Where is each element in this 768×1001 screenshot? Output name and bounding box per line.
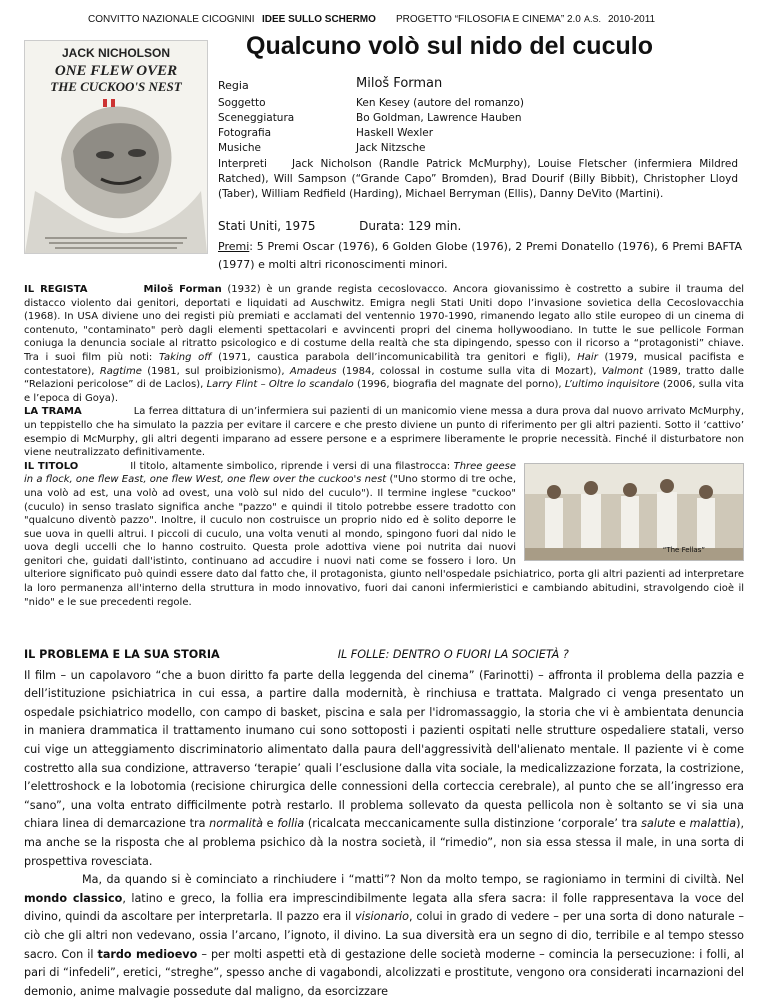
tardo-medioevo: tardo medioevo: [97, 947, 198, 961]
regia-label: Regia: [218, 79, 249, 92]
regia-value: Miloš Forman: [356, 76, 443, 91]
film-valmont-desc: (1989, tratto dalle “Relazioni pericolose” di de Laclos),: [24, 365, 744, 391]
header-school: CONVITTO NAZIONALE CICOGNINI: [88, 14, 255, 25]
poster-title-2: THE CUCKOO'S NEST: [50, 79, 182, 94]
titolo-intro: Il titolo, altamente simbolico, riprende i versi di una filastrocca:: [130, 460, 454, 472]
header-year: 2010-2011: [608, 14, 656, 25]
fotografia-label: Fotografia: [218, 127, 272, 139]
film-amadeus-desc: (1984, colossal in costume sulla vita di Mozart),: [336, 365, 602, 377]
premi-label: Premi: [218, 240, 250, 253]
musiche-label: Musiche: [218, 142, 261, 154]
film-still: [524, 463, 744, 561]
word-normalita: normalità: [209, 817, 263, 831]
still-caption: “The Fellas”: [662, 546, 705, 555]
header-project: PROGETTO “FILOSOFIA E CINEMA” 2.0: [396, 14, 581, 25]
soggetto-label: Soggetto: [218, 97, 266, 109]
titolo-heading: IL TITOLO: [24, 460, 79, 472]
film-larry-flint: Larry Flint – Oltre lo scandalo: [206, 379, 354, 391]
film-larry-flint-desc: (1996, biografia del magnate del porno),: [353, 379, 565, 391]
film-ragtime: Ragtime: [99, 365, 142, 377]
paese-value: Stati Uniti, 1975: [218, 219, 316, 233]
film-ultimo-inquisitore-desc: (2006, sulla vita e l’epoca di Goya).: [24, 379, 745, 404]
page-header: [0, 14, 768, 30]
interpreti-value: Jack Nicholson (Randle Patrick McMurphy), Louise Fletscher (infermiera Mildred Ratched), Will Sampson (“Grande Capo” Bromden), Brad Dourif (Billy Bibbit), Christopher Lloyd (Taber), William Redfield (Harding), Michael Berryman (Ellis), Danny DeVito (Martini).: [218, 158, 738, 200]
film-amadeus: Amadeus: [289, 365, 337, 377]
regista-heading: IL REGISTA: [24, 284, 88, 295]
trama-text: La ferrea dittatura di un’infermiera sui pazienti di un manicomio viene messa a dura prova dal nuovo arrivato McMurphy, un teppistello che ha simulato la pazzia per evitare il carcere e che presto diviene un punto di riferimento per gli altri pazienti. Sotto il ‘cattivo’ esempio di McMurphy, gli altri degenti imparano ad essere persone e a esprimere liberamente le proprie necessità. Finché il disturbatore non viene neutralizzato definitivamente.: [24, 406, 745, 459]
interpreti-block: [218, 157, 738, 202]
problema-p2e: , colui in grado di vedere – per una sorta di dono naturale – ciò che gli altri non vedevano, ossia l’arcano, l’ignoto, il divino. La sua diversità era un segno di dio, terribile e al tempo stesso sacro. Con il: [24, 910, 744, 961]
poster-actor: JACK NICHOLSON: [61, 46, 171, 60]
movie-poster: [24, 40, 208, 254]
problema-p1b: (ricalcata meccanicamente sulla distinzione ‘corporale’ tra: [304, 817, 642, 831]
word-malattia: malattia: [689, 817, 737, 831]
mondo-classico: mondo classico: [24, 891, 123, 905]
page-title: Qualcuno volò sul nido del cuculo: [246, 32, 653, 60]
poster-title-1: ONE FLEW OVER: [54, 63, 178, 79]
film-ragtime-desc: (1981, sul proibizionismo),: [141, 365, 290, 377]
problema-p2c: , latino e greco, la follia era imprescindibilmente legata alla sfera sacra: il folle rappresentava la voce del divino, quindi da ascoltare per interpretarla. Il pazzo era il: [24, 891, 744, 924]
premi-block: [218, 238, 742, 274]
interpreti-label: Interpreti: [218, 158, 267, 170]
film-taking-off: Taking off: [158, 351, 212, 363]
regista-section: [24, 283, 744, 609]
film-valmont: Valmont: [601, 365, 644, 377]
header-series: IDEE SULLO SCHERMO: [262, 14, 376, 25]
poster-art: [25, 41, 207, 253]
problema-heading: IL PROBLEMA E LA SUA STORIA: [24, 648, 220, 661]
premi-value: : 5 Premi Oscar (1976), 6 Golden Globe (1976), 2 Premi Donatello (1976), 6 Premi BAFTA (1977) e molti altri riconoscimenti minori.: [218, 240, 742, 271]
film-hair: Hair: [577, 351, 598, 363]
film-ultimo-inquisitore: L’ultimo inquisitore: [564, 379, 660, 391]
credits-block: [218, 74, 738, 234]
problema-section: [24, 646, 744, 1001]
soggetto-value: Ken Kesey (autore del romanzo): [356, 97, 524, 109]
durata-value: Durata: 129 min.: [359, 219, 462, 233]
country-year-row: [218, 219, 461, 233]
header-year-label: A.S.: [584, 14, 602, 24]
problema-p1c: ), ma anche se la risposta che al problema psichico dà la nostra società, il “rimedio”, non sia essa stessa il male, in una sorta di prospettiva rovesciata.: [24, 817, 745, 868]
word-follia: follia: [277, 817, 305, 831]
fotografia-value: Haskell Wexler: [356, 127, 434, 139]
word-salute: salute: [641, 817, 676, 831]
musiche-value: Jack Nitzsche: [356, 142, 426, 154]
problema-p2a: Ma, da quando si è cominciato a rinchiudere i “matti”? Non da molto tempo, se ragioniamo in termini di civiltà. Nel: [82, 873, 744, 887]
problema-subheading: IL FOLLE: DENTRO O FUORI LA SOCIETÀ ?: [337, 648, 569, 661]
regista-text: (1932) è un grande regista cecoslovacco. Ancora giovanissimo è costretto a subire il trauma del distacco violento dai genitori, deportati e liquidati ad Auschwitz. Emigra negli Stati Uniti dopo l’invasione sovietica della Cecoslovacchia (1968). In USA diviene uno dei registi più premiati e acclamati del ventennio 1970-1990, rimanendo legato allo stile europeo di un cinema di contenuto, "contaminato" però dagli elementi spettacolari e avvincenti propri del cinema hollywoodiano. In tutte le sue pellicole Forman coniuga la denuncia sociale al ritratto psicologico e di costume della realtà che sta dipingendo, spesso con il ricorso a “protagonisti” chiave. Tra i suoi film più noti:: [24, 284, 744, 363]
film-hair-desc: (1979, musical pacifista e contestatore),: [24, 351, 744, 377]
film-taking-off-desc: (1971, caustica parabola dell’incomunicabilità tra genitori e figli),: [211, 351, 578, 363]
sceneggiatura-label: Sceneggiatura: [218, 112, 295, 124]
film-still-art: [525, 464, 743, 560]
problema-p2g: – per molti aspetti età di gestazione delle società moderne – comincia la persecuzione: i folli, al pari di “infedeli”, eretici, “streghe”, spesso anche di vagabondi, alcolizzati e prostitute, vengono ora considerati incarnazioni del demonio, anime malvagie possedute dal maligno, da esorcizzare: [24, 947, 744, 998]
word-e-1: e: [262, 817, 278, 831]
word-e-2: e: [675, 817, 690, 831]
sceneggiatura-value: Bo Goldman, Lawrence Hauben: [356, 112, 522, 124]
word-visionario: visionario: [354, 910, 409, 924]
trama-heading: LA TRAMA: [24, 406, 82, 418]
titolo-verse: Three geese in a flock, one flew East, one flew West, one flew over the cuckoo's nest: [24, 460, 516, 486]
regista-name: Miloš Forman: [143, 284, 222, 295]
titolo-text: ("Uno stormo di tre oche, una volò ad est, una volò ad ovest, una volò sul nido del cuculo"). Il termine inglese "cuckoo" (cuculo) in senso traslato significa anche "pazzo" e quindi il titolo potrebbe essere tradotto con "qualcuno diventò pazzo". Inoltre, il cuculo non costruisce un proprio nido ed è solito deporre le sue uova in quelli altrui. I piccoli di cuculo, una volta venuti al mondo, spingono fuori dal nido le uova degli uccelli che lo hanno costruito. Questa prole adottiva viene poi nutrita dai nuovi genitori che, guidati dall'istinto, continuano ad accudire i nuovi nati come se fossero i loro. Un ulteriore significato può quindi essere dato dal fatto che, il protagonista, giunto nell'ospedale psichiatrico, porta gli altri pazienti ad interpretare la loro permanenza all'interno della struttura in modo innovativo, fuori dai canoni infermieristici e cambiando abitudini, stravolgendo cioè il "nido" e le sue precedenti regole.: [24, 474, 744, 608]
problema-p1: Il film – un capolavoro “che a buon diritto fa parte della leggenda del cinema” (Farinotti) – affronta il problema della pazzia e dell’istituzione psichiatrica in cui essa, a partire dalla modernità, è rinchiusa e trattata. Malgrado ci venga presentato un ospedale psichiatrico modello, con campo di basket, piscina e sala per l'idromassaggio, la storia che vi è ambientata denuncia in maniera drammatica il trattamento inumano cui sono sottoposti i pazienti ospitati nelle strutture ospedaliere statali, verso cui vige un atteggiamento discriminatorio alimentato dalla paura dell'aggressività dell'alienato mentale. Il paziente vi è come costretto alla sua condizione, attraverso ‘terapie’ quali l’esclusione dalla vita sociale, la medicalizzazione forzata, la costrizione, l’elettroshock e la lobotomia (recisione chirurgica delle connessioni della corteccia cerebrale), al punto che se all’ingresso era “sano”, una volta entrato difficilmente potrà restarlo. Il problema sollevato da questa pellicola non è soltanto se vi sia una chiara linea di demarcazione tra: [24, 668, 744, 831]
